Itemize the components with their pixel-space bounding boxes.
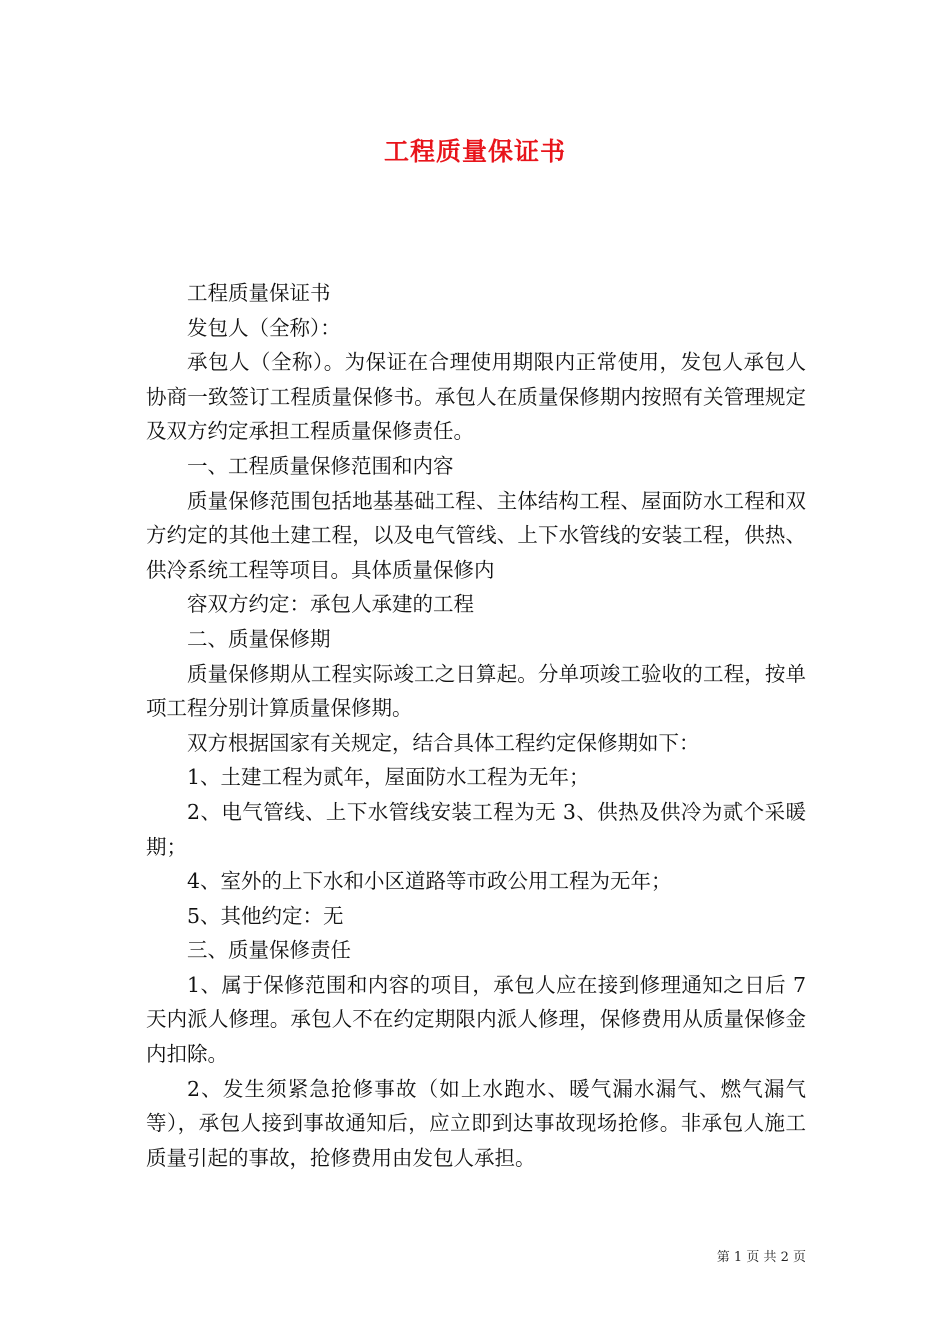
- paragraph: 双方根据国家有关规定，结合具体工程约定保修期如下：: [187, 730, 700, 755]
- section-heading: 一、工程质量保修范围和内容: [187, 453, 454, 478]
- list-item: 5、其他约定：无: [187, 903, 344, 928]
- paragraph: 质量保修范围包括地基基础工程、主体结构工程、屋面防水工程和双方约定的其他土建工程，以及电气管线、上下水管线的安装工程，供热、供冷系统工程等项目。具体质量保修内: [146, 488, 806, 582]
- list-item: 1、土建工程为贰年，屋面防水工程为无年；: [187, 765, 590, 790]
- paragraph: 承包人（全称）。为保证在合理使用期限内正常使用，发包人承包人协商一致签订工程质量保修书。承包人在质量保修期内按照有关管理规定及双方约定承担工程质量保修责任。: [146, 350, 806, 444]
- list-item: 2、电气管线、上下水管线安装工程为无 3、供热及供冷为贰个采暖期；: [146, 799, 806, 859]
- paragraph: 质量保修期从工程实际竣工之日算起。分单项竣工验收的工程，按单项工程分别计算质量保修期。: [146, 661, 806, 721]
- section-heading: 三、质量保修责任: [187, 938, 351, 963]
- list-item: 1、属于保修范围和内容的项目，承包人应在接到修理通知之日后 7 天内派人修理。承包人不在约定期限内派人修理，保修费用从质量保修金内扣除。: [146, 972, 806, 1067]
- document-body: [146, 276, 806, 1175]
- document-title: 工程质量保证书: [383, 137, 566, 166]
- paragraph: 发包人（全称）：: [187, 315, 341, 340]
- list-item: 2、发生须紧急抢修事故（如上水跑水、暖气漏水漏气、燃气漏气等），承包人接到事故通知后，应立即到达事故现场抢修。非承包人施工质量引起的事故，抢修费用由发包人承担。: [146, 1076, 806, 1170]
- page-number: 第 1 页 共 2 页: [716, 1250, 806, 1265]
- paragraph: 工程质量保证书: [187, 281, 331, 305]
- list-item: 4、室外的上下水和小区道路等市政公用工程为无年；: [187, 869, 672, 894]
- paragraph: 容双方约定：承包人承建的工程: [187, 592, 474, 617]
- section-heading: 二、质量保修期: [187, 626, 331, 651]
